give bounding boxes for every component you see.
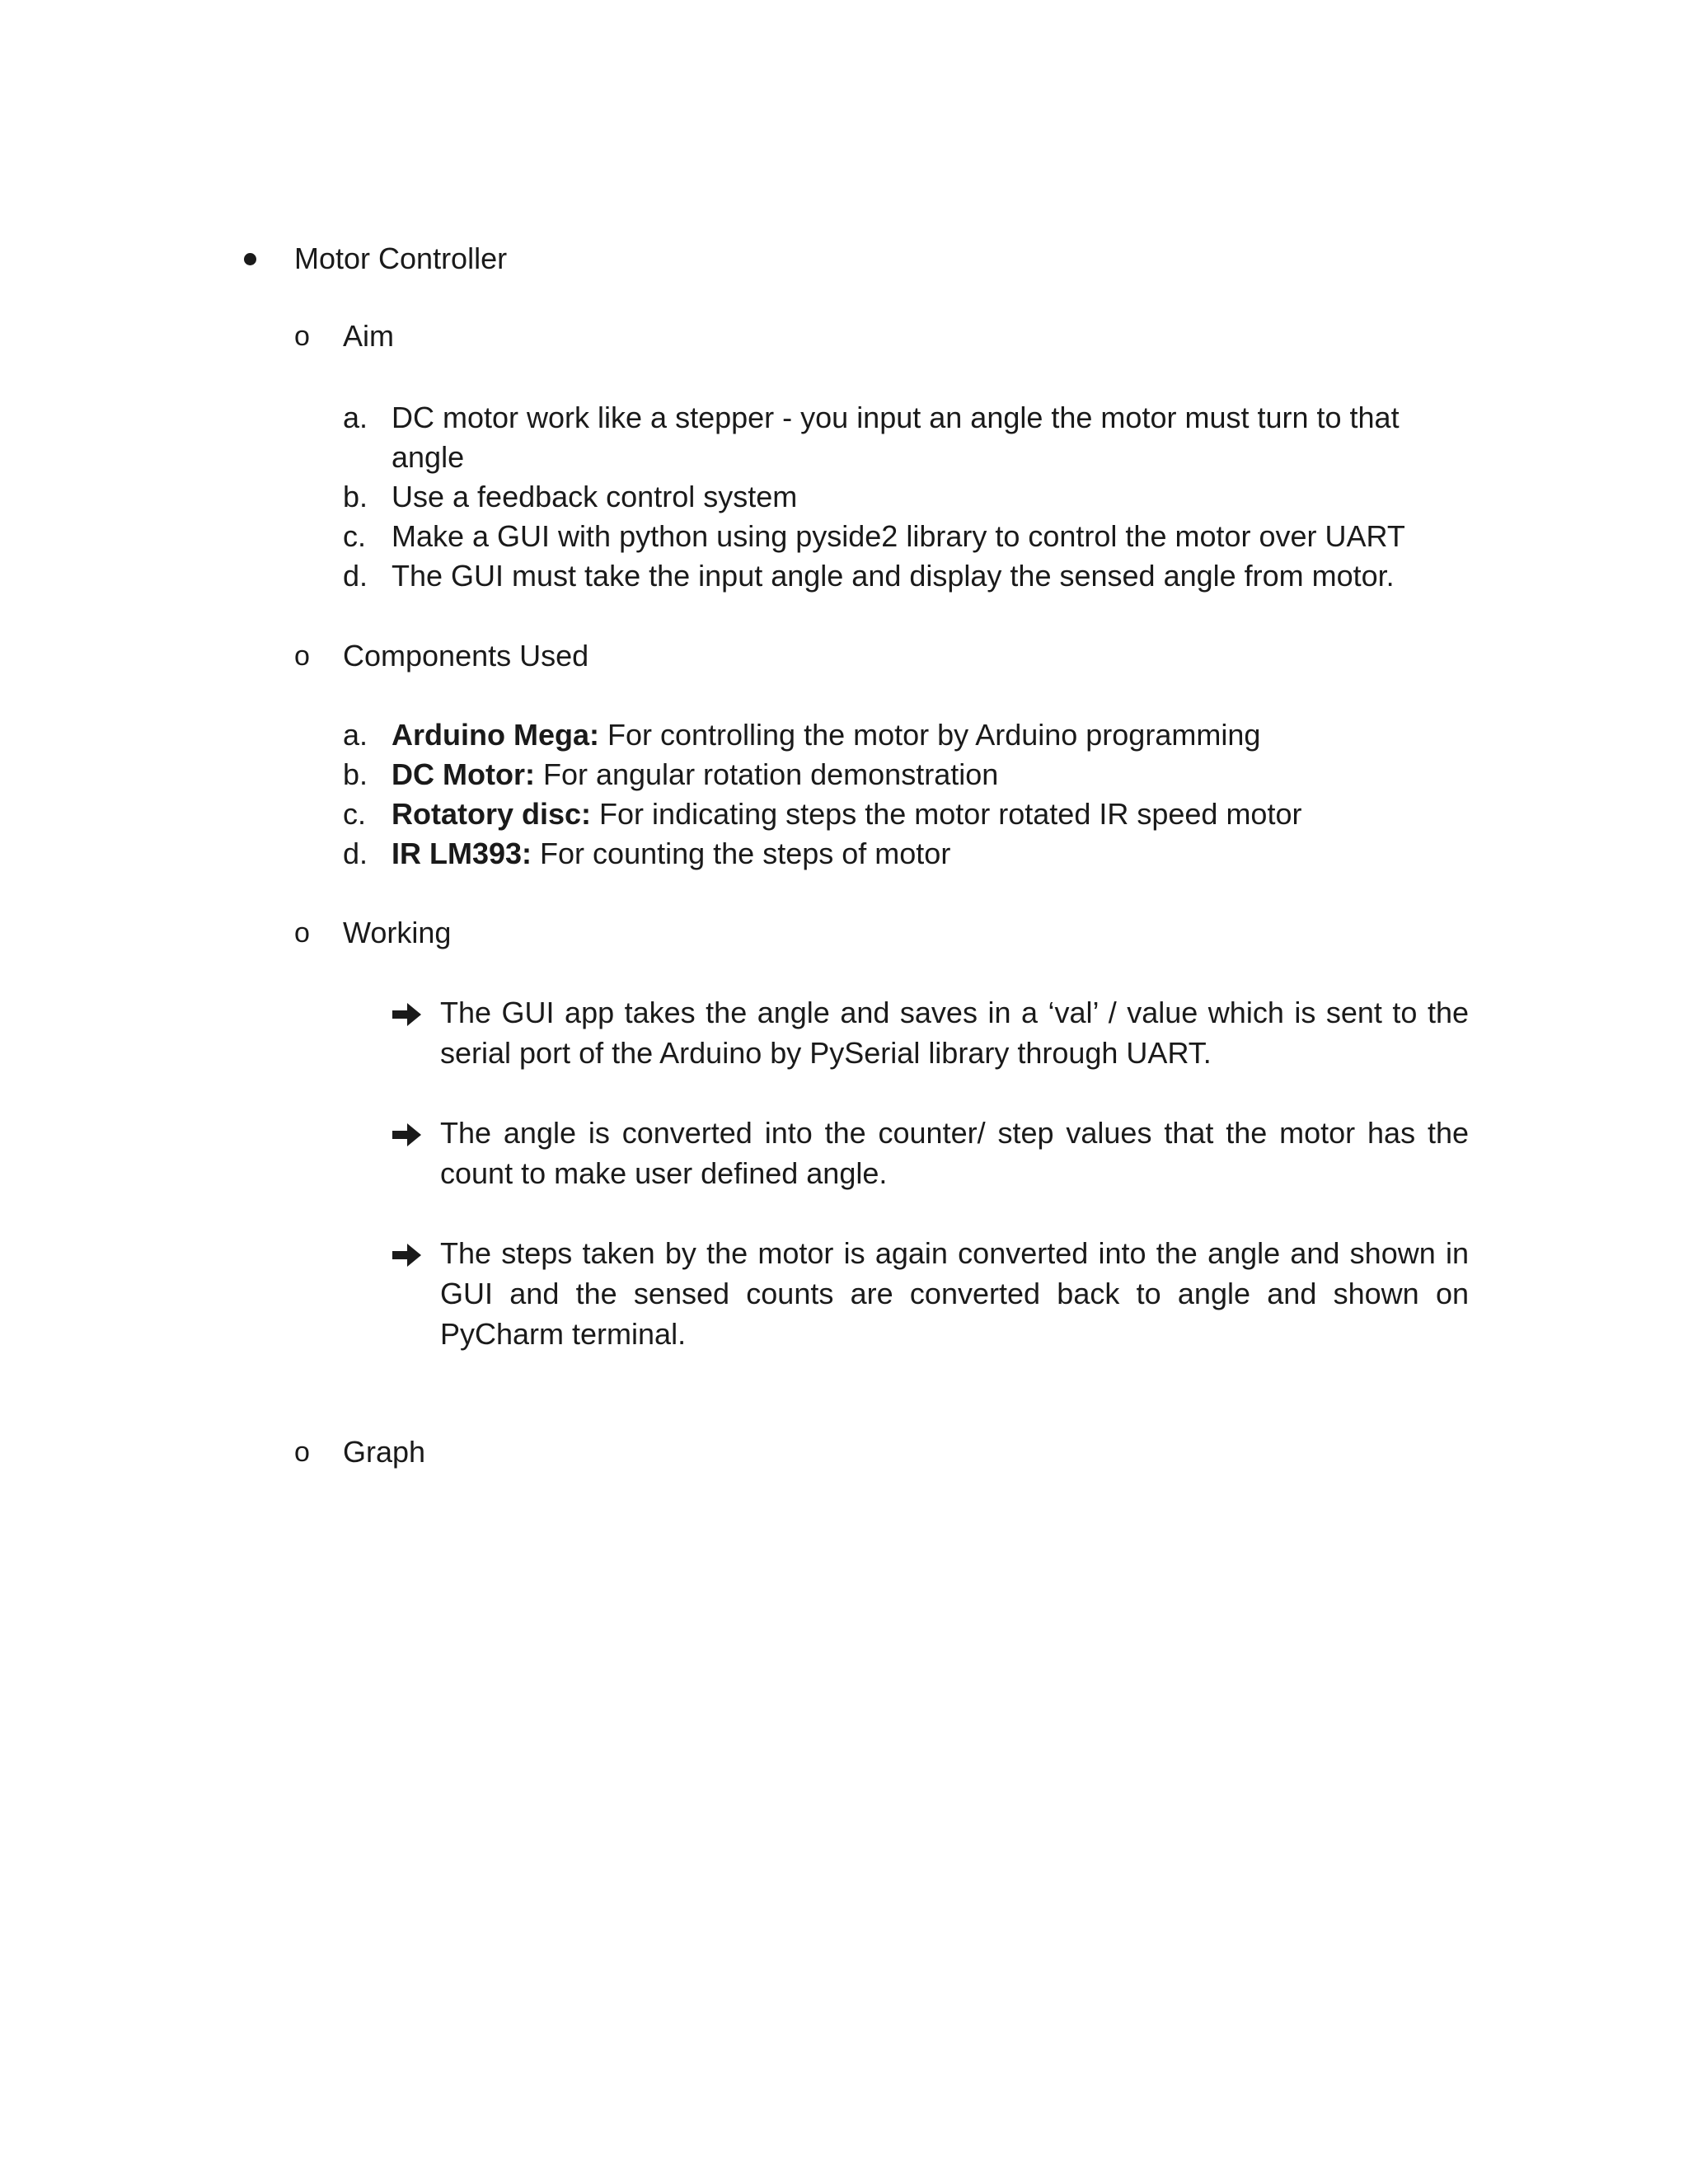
component-item (392, 834, 950, 874)
right-arrow-icon (391, 1241, 424, 1269)
component-name: IR LM393: (392, 837, 532, 870)
aim-item-text: Use a feedback control system (392, 480, 798, 513)
working-point: The GUI app takes the angle and saves in a ‘val’ / value which is sent to the serial port of the Arduino by PySerial library through UART. (440, 996, 1469, 1070)
component-desc: For indicating steps the motor rotated IR speed motor (591, 797, 1302, 831)
component-item-letter: c. (343, 797, 367, 831)
aim-item-text: The GUI must take the input angle and display the sensed angle from motor. (392, 559, 1395, 593)
sub-bullet-icon: o (294, 917, 310, 949)
aim-item-letter: d. (343, 559, 368, 593)
sub-bullet-icon: o (294, 321, 310, 352)
component-item (392, 755, 998, 794)
bullet-dot-icon (244, 253, 256, 265)
aim-item-letter: c. (343, 519, 367, 553)
right-arrow-icon (391, 1121, 424, 1149)
component-item (392, 715, 1260, 755)
sub-bullet-icon: o (294, 1436, 310, 1468)
aim-title: Aim (343, 319, 394, 353)
component-desc: For counting the steps of motor (532, 837, 951, 870)
component-item-letter: b. (343, 757, 368, 791)
component-name: DC Motor: (392, 757, 535, 791)
component-desc: For controlling the motor by Arduino programming (598, 718, 1261, 752)
aim-item-letter: a. (343, 401, 368, 434)
component-item-letter: a. (343, 718, 368, 752)
aim-item-text-continued: angle (392, 440, 465, 474)
working-point: The steps taken by the motor is again converted into the angle and shown in GUI and the sensed counts are converted back to angle and shown on PyCharm terminal. (440, 1236, 1469, 1351)
graph-title: Graph (343, 1435, 426, 1469)
aim-item-text: Make a GUI with python using pyside2 library to control the motor over UART (392, 519, 1405, 553)
component-item (392, 794, 1301, 834)
aim-item-text: DC motor work like a stepper - you input an angle the motor must turn to that (392, 401, 1400, 434)
components-title: Components Used (343, 639, 589, 673)
sub-bullet-icon: o (294, 640, 310, 672)
component-name: Arduino Mega: (392, 718, 599, 752)
component-name: Rotatory disc: (392, 797, 592, 831)
right-arrow-icon (391, 1001, 424, 1029)
section-heading: Motor Controller (294, 241, 508, 275)
component-item-letter: d. (343, 837, 368, 870)
component-desc: For angular rotation demonstration (534, 757, 999, 791)
working-title: Working (343, 916, 452, 949)
aim-item-letter: b. (343, 480, 368, 513)
working-point: The angle is converted into the counter/ step values that the motor has the count to make user defined angle. (440, 1116, 1469, 1190)
